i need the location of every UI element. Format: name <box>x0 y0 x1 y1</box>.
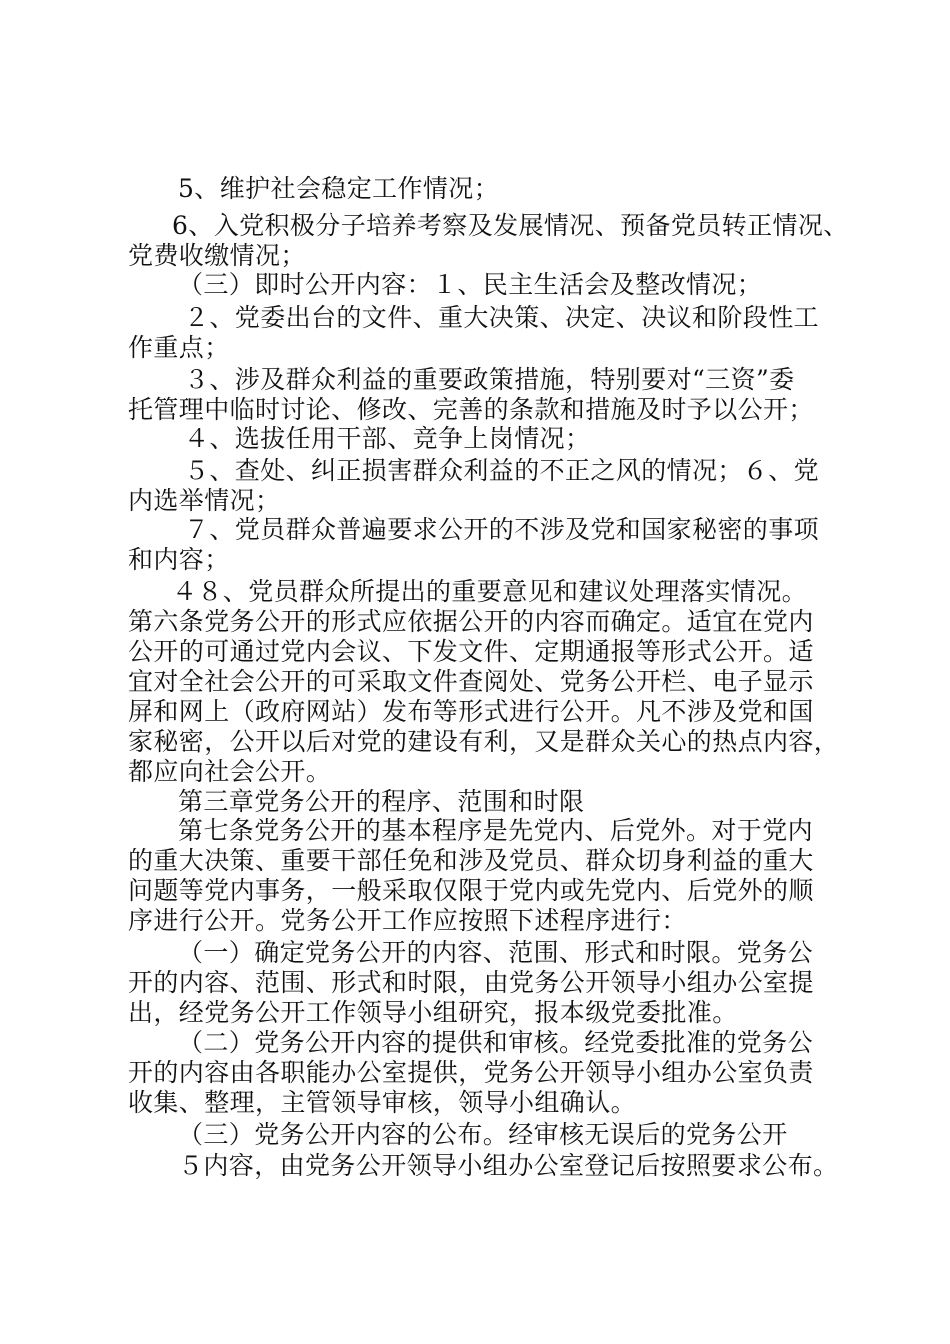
text-line: （二）党务公开内容的提供和审核。经党委批准的党务公 <box>178 1028 814 1057</box>
text-line: 托管理中临时讨论、修改、完善的条款和措施及时予以公开； <box>128 395 814 424</box>
text-line: ７、党员群众普遍要求公开的不涉及党和国家秘密的事项 <box>184 515 820 544</box>
text-line: 都应向社会公开。 <box>128 757 332 786</box>
text-line: 和内容； <box>128 545 230 574</box>
text-line: 屏和网上（政府网站）发布等形式进行公开。凡不涉及党和国 <box>128 697 814 726</box>
text-line: ４８、党员群众所提出的重要意见和建议处理落实情况。 <box>172 577 808 606</box>
text-line: ５、查处、纠正损害群众利益的不正之风的情况；６、党 <box>184 456 820 485</box>
text-line: （三）即时公开内容：１、民主生活会及整改情况； <box>178 270 763 299</box>
text-line: 宜对全社会公开的可采取文件查阅处、党务公开栏、电子显示 <box>128 667 814 696</box>
text-line: 出，经党务公开工作领导小组研究，报本级党委批准。 <box>128 998 738 1027</box>
section-heading: 第三章党务公开的程序、范围和时限 <box>178 787 585 816</box>
text-line: 6、入党积极分子培养考察及发展情况、预备党员转正情况、 <box>172 211 849 240</box>
text-line: 内选举情况； <box>128 486 281 515</box>
text-line: 作重点； <box>128 333 230 362</box>
text-line: 开的内容、范围、形式和时限，由党务公开领导小组办公室提 <box>128 968 814 997</box>
text-line: 党费收缴情况； <box>128 241 306 270</box>
text-line: 第七条党务公开的基本程序是先党内、后党外。对于党内 <box>178 816 814 845</box>
text-line: 的重大决策、重要干部任免和涉及党员、群众切身利益的重大 <box>128 846 814 875</box>
text-line: （一）确定党务公开的内容、范围、形式和时限。党务公 <box>178 938 814 967</box>
text-line: （三）党务公开内容的公布。经审核无误后的党务公开 <box>178 1120 788 1149</box>
text-line: 收集、整理，主管领导审核，领导小组确认。 <box>128 1088 637 1117</box>
text-line: ３、涉及群众利益的重要政策措施，特别要对“三资”委 <box>184 365 795 394</box>
text-line: 序进行公开。党务公开工作应按照下述程序进行： <box>128 906 687 935</box>
text-line: ５内容，由党务公开领导小组办公室登记后按照要求公布。 <box>178 1151 839 1180</box>
text-line: ４、选拔任用干部、竞争上岗情况； <box>184 424 591 453</box>
text-line: ２、党委出台的文件、重大决策、决定、决议和阶段性工 <box>184 303 820 332</box>
text-line: 家秘密，公开以后对党的建设有利，又是群众关心的热点内容， <box>128 727 840 756</box>
text-line: 问题等党内事务，一般采取仅限于党内或先党内、后党外的顺 <box>128 876 814 905</box>
text-line: 公开的可通过党内会议、下发文件、定期通报等形式公开。适 <box>128 637 814 666</box>
text-line: 5、维护社会稳定工作情况； <box>178 174 500 203</box>
text-line: 开的内容由各职能办公室提供，党务公开领导小组办公室负责 <box>128 1058 814 1087</box>
text-line: 第六条党务公开的形式应依据公开的内容而确定。适宜在党内 <box>128 607 814 636</box>
